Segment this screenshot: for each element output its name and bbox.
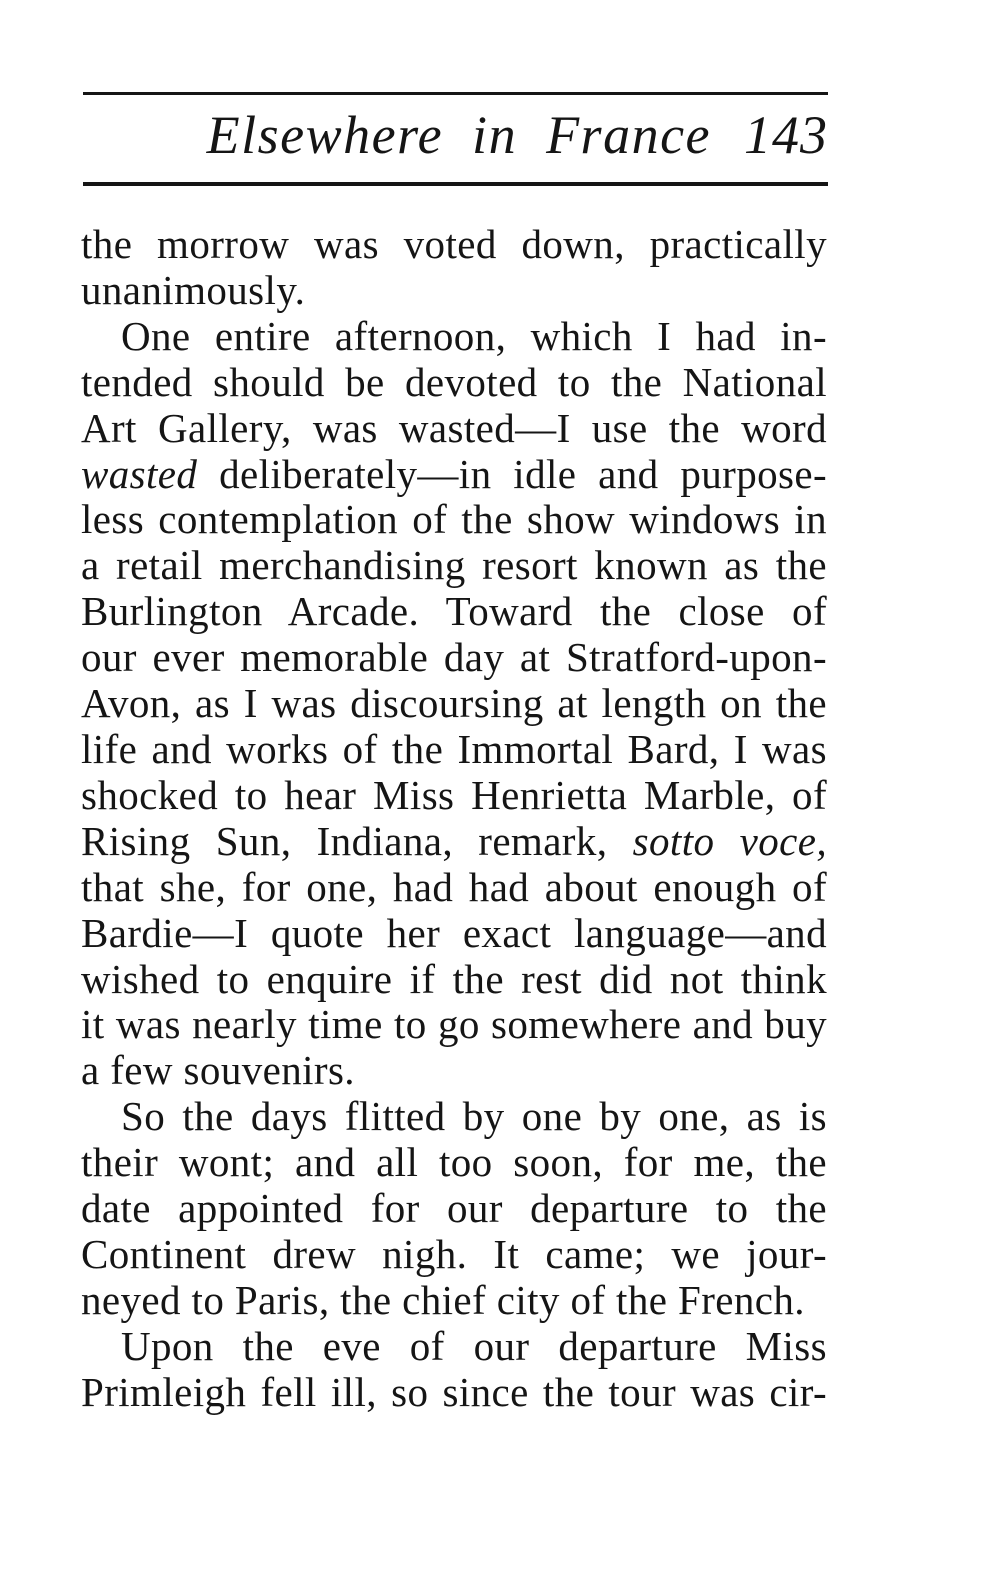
text-line xyxy=(81,911,827,957)
text-span: Avon, as I was discoursing at length on the xyxy=(81,680,827,727)
italic-text: sotto voce, xyxy=(632,817,827,864)
text-span: Bardie—I quote her exact language—and xyxy=(81,909,827,956)
text-span: deliberately—in idle and purpose- xyxy=(197,450,827,497)
text-span: date appointed for our departure to the xyxy=(81,1185,827,1232)
text-line xyxy=(81,314,827,360)
text-line xyxy=(81,360,827,406)
text-span: that she, for one, had had about enough of xyxy=(81,863,827,910)
text-span: our ever memorable day at Stratford-upon- xyxy=(81,634,827,681)
text-line xyxy=(81,1370,827,1416)
text-line xyxy=(81,957,827,1003)
text-line xyxy=(81,727,827,773)
text-span: Rising Sun, Indiana, remark, xyxy=(81,817,633,864)
text-line xyxy=(81,1278,827,1324)
text-line xyxy=(81,1186,827,1232)
body-text xyxy=(81,222,827,1416)
text-span: Continent drew nigh. It came; we jour- xyxy=(81,1230,827,1277)
text-line xyxy=(81,406,827,452)
text-span: unanimously. xyxy=(81,266,306,313)
text-line xyxy=(81,1232,827,1278)
text-span: a retail merchandising resort known as the xyxy=(81,542,827,589)
text-span: their wont; and all too soon, for me, the xyxy=(81,1139,827,1186)
text-line xyxy=(81,543,827,589)
text-span: One entire afternoon, which I had in- xyxy=(121,312,827,359)
text-line xyxy=(81,589,827,635)
text-span: shocked to hear Miss Henrietta Marble, of xyxy=(81,771,827,818)
text-span: tended should be devoted to the National xyxy=(81,358,827,405)
header-rule-bottom xyxy=(83,182,828,186)
running-title: Elsewhere in France xyxy=(206,105,711,165)
text-span: less contemplation of the show windows in xyxy=(81,496,827,543)
paragraph xyxy=(81,1324,827,1416)
text-line xyxy=(81,819,827,865)
text-span: neyed to Paris, the chief city of the French. xyxy=(81,1276,805,1323)
text-line xyxy=(81,497,827,543)
text-line xyxy=(81,773,827,819)
text-span: the morrow was voted down, practically xyxy=(81,221,827,267)
text-span: it was nearly time to go somewhere and buy xyxy=(81,1001,827,1048)
text-line xyxy=(81,865,827,911)
text-span: Primleigh fell ill, so since the tour was cir- xyxy=(81,1368,827,1415)
text-line xyxy=(81,635,827,681)
text-line xyxy=(81,1002,827,1048)
text-line xyxy=(81,268,827,314)
header-rule-top xyxy=(83,92,828,95)
running-head xyxy=(83,105,828,165)
text-line xyxy=(81,452,827,498)
paragraph xyxy=(81,222,827,314)
text-span: Burlington Arcade. Toward the close of xyxy=(81,588,827,635)
paragraph xyxy=(81,314,827,1094)
text-line xyxy=(81,1324,827,1370)
text-line xyxy=(81,681,827,727)
text-span: Art Gallery, was wasted—I use the word xyxy=(81,404,827,451)
text-line xyxy=(81,1048,827,1094)
text-span: life and works of the Immortal Bard, I was xyxy=(81,725,827,772)
text-span: So the days flitted by one by one, as is xyxy=(121,1093,827,1140)
text-line xyxy=(81,222,827,268)
text-span: wished to enquire if the rest did not think xyxy=(81,955,827,1002)
text-line xyxy=(81,1094,827,1140)
text-span: Upon the eve of our departure Miss xyxy=(121,1322,827,1369)
text-span: a few souvenirs. xyxy=(81,1047,355,1094)
paragraph xyxy=(81,1094,827,1324)
italic-text: wasted xyxy=(81,450,198,497)
page-number: 143 xyxy=(744,105,828,165)
text-line xyxy=(81,1140,827,1186)
